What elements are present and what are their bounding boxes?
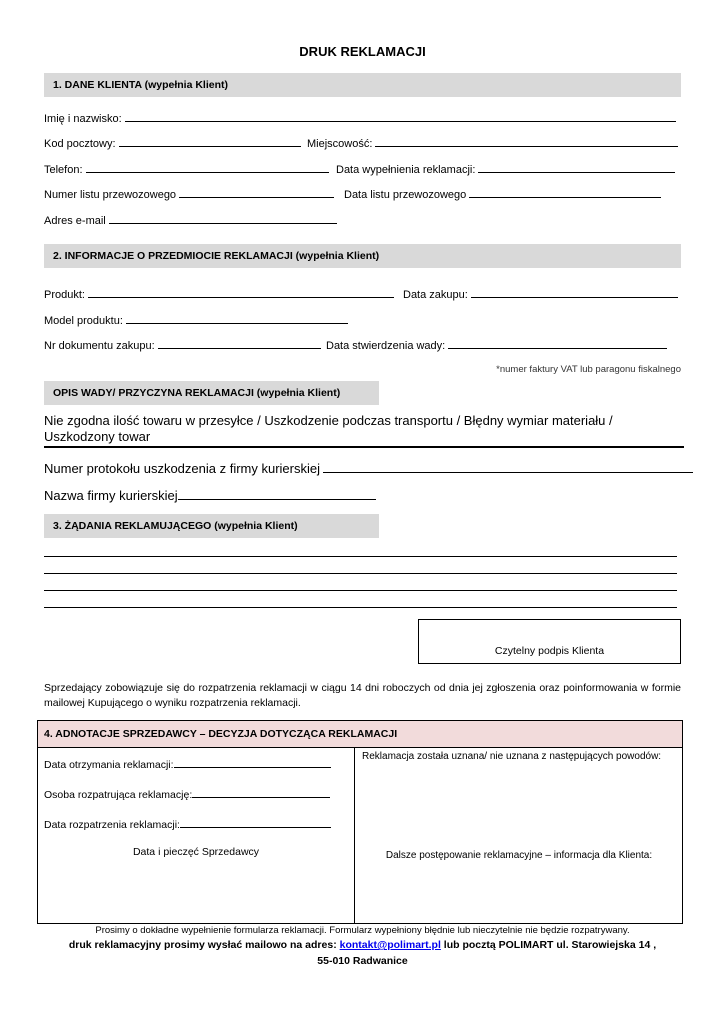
doc-field[interactable] [158, 338, 321, 349]
courier-row [44, 487, 376, 503]
doc-row [44, 338, 321, 352]
tracking-field[interactable] [179, 187, 334, 198]
footer-address: 55-010 Radwanice [317, 955, 408, 967]
courier-field[interactable] [178, 487, 376, 500]
phone-field[interactable] [86, 162, 329, 173]
courier-label: Nazwa firmy kurierskiej [44, 488, 178, 503]
defect-date-row [326, 338, 667, 352]
name-row [44, 111, 676, 125]
received-label: Data otrzymania reklamacji: [44, 759, 174, 771]
person-row [44, 787, 330, 801]
defect-divider [44, 446, 684, 448]
model-label: Model produktu: [44, 315, 123, 327]
section4-header: 4. ADNOTACJE SPRZEDAWCY – DECYZJA DOTYCZĄCA REKLAMACJI [38, 721, 682, 748]
tracking-date-field[interactable] [469, 187, 661, 198]
footer-email-link[interactable]: kontakt@polimart.pl [339, 939, 441, 951]
defect-header: OPIS WADY/ PRZYCZYNA REKLAMACJI (wypełnia Klient) [44, 381, 379, 405]
doc-label: Nr dokumentu zakupu: [44, 340, 155, 352]
purchase-date-row [403, 287, 678, 301]
city-row [307, 136, 678, 150]
review-date-label: Data rozpatrzenia reklamacji: [44, 819, 180, 831]
postal-field[interactable] [119, 136, 301, 147]
purchase-date-field[interactable] [471, 287, 678, 298]
further-label: Dalsze postępowanie reklamacyjne – informacja dla Klienta: [385, 850, 653, 861]
tracking-date-label: Data listu przewozowego [344, 189, 467, 201]
city-label: Miejscowość: [307, 138, 373, 150]
received-row [44, 757, 331, 771]
person-label: Osoba rozpatrująca reklamację: [44, 789, 193, 801]
email-label: Adres e-mail [44, 215, 106, 227]
footer-note: Prosimy o dokładne wypełnienie formularza reklamacji. Formularz wypełniony błędnie lub nieczytelnie nie będzie rozpatrywany. [95, 925, 630, 936]
seller-notes-box [37, 720, 683, 924]
product-row [44, 287, 394, 301]
name-label: Imię i nazwisko: [44, 113, 122, 125]
model-row [44, 313, 348, 327]
product-field[interactable] [88, 287, 394, 298]
invoice-note: *numer faktury VAT lub paragonu fiskalnego [496, 364, 681, 375]
protocol-row [44, 460, 693, 476]
received-field[interactable] [174, 757, 331, 768]
phone-label: Telefon: [44, 164, 83, 176]
review-date-field[interactable] [180, 817, 331, 828]
email-row [44, 213, 337, 227]
fill-date-row [336, 162, 675, 176]
defect-date-field[interactable] [448, 338, 667, 349]
tracking-row [44, 187, 334, 201]
defect-options: Nie zgodna ilość towaru w przesyłce / Uszkodzenie podczas transportu / Błędny wymiar materiału / Uszkodzony towar [44, 413, 613, 444]
footer-send-post: lub pocztą POLIMART ul. Starowiejska 14 , [443, 939, 657, 951]
request-line-2[interactable] [44, 573, 677, 574]
footer-send-pre: druk reklamacyjny prosimy wysłać mailowo na adres: [68, 939, 337, 951]
fill-date-field[interactable] [478, 162, 675, 173]
city-field[interactable] [375, 136, 678, 147]
postal-label: Kod pocztowy: [44, 138, 116, 150]
fill-date-label: Data wypełnienia reklamacji: [336, 164, 476, 176]
product-label: Produkt: [44, 289, 85, 301]
purchase-date-label: Data zakupu: [403, 289, 468, 301]
section1-header: 1. DANE KLIENTA (wypełnia Klient) [44, 73, 681, 97]
review-date-row [44, 817, 331, 831]
tracking-date-row [344, 187, 661, 201]
decision-label: Reklamacja została uznana/ nie uznana z następujących powodów: [362, 751, 662, 762]
request-line-1[interactable] [44, 556, 677, 557]
request-line-4[interactable] [44, 607, 677, 608]
postal-row [44, 136, 301, 150]
request-line-3[interactable] [44, 590, 677, 591]
name-field[interactable] [125, 111, 676, 122]
protocol-label: Numer protokołu uszkodzenia z firmy kurierskiej [44, 461, 320, 476]
email-field[interactable] [109, 213, 337, 224]
protocol-field[interactable] [323, 460, 693, 473]
section3-header: 3. ŻĄDANIA REKLAMUJĄCEGO (wypełnia Klient) [44, 514, 379, 538]
stamp-label: Data i pieczęć Sprzedawcy [132, 846, 260, 858]
person-field[interactable] [192, 787, 330, 798]
signature-label: Czytelny podpis Klienta [494, 645, 605, 657]
seller-obligation: Sprzedający zobowiązuje się do rozpatrzenia reklamacji w ciągu 14 dni roboczych od dnia jej zgłoszenia oraz poinformowania w formie mailowej Kupującego o wyniku rozpatrzenia reklamacji. [44, 682, 681, 709]
model-field[interactable] [126, 313, 348, 324]
section4-divider [354, 748, 355, 924]
defect-date-label: Data stwierdzenia wady: [326, 340, 446, 352]
footer-send-line [0, 939, 725, 951]
page-title: DRUK REKLAMACJI [299, 44, 426, 59]
phone-row [44, 162, 329, 176]
section2-header: 2. INFORMACJE O PRZEDMIOCIE REKLAMACJI (wypełnia Klient) [44, 244, 681, 268]
signature-box[interactable] [418, 619, 681, 664]
tracking-label: Numer listu przewozowego [44, 189, 177, 201]
